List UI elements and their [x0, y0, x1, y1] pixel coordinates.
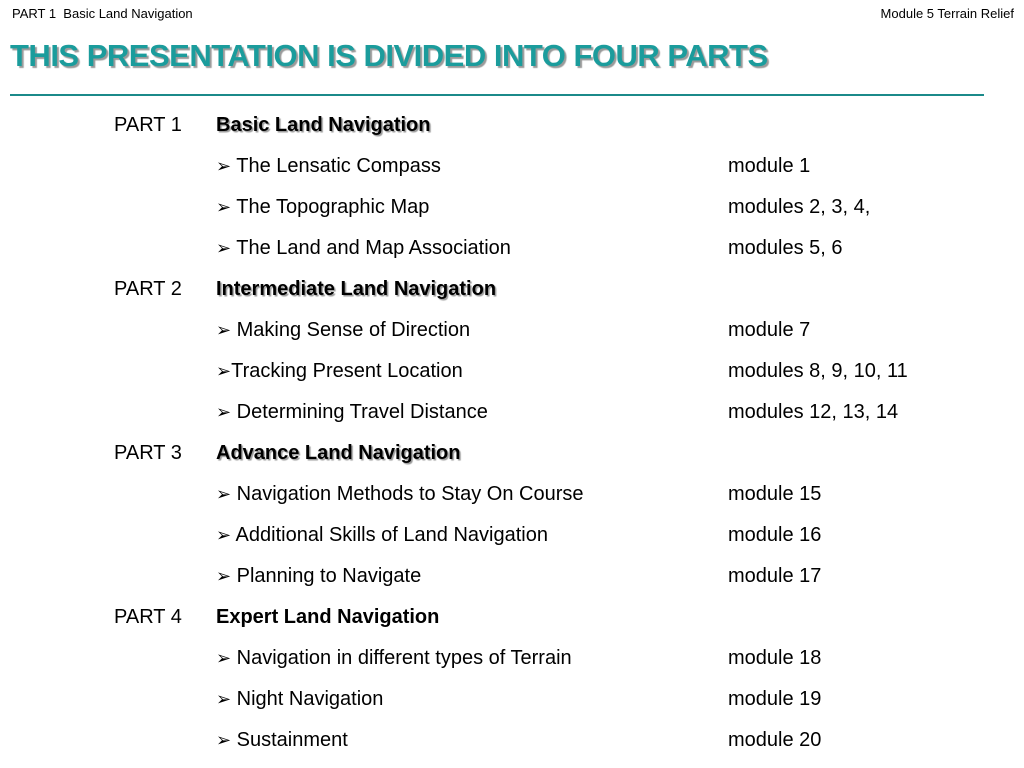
arrow-bullet-icon: ➢ — [216, 238, 232, 258]
arrow-bullet-icon: ➢ — [216, 156, 232, 176]
outline-item — [216, 647, 572, 670]
outline-item-module: module 1 — [728, 155, 811, 177]
outline-item — [216, 565, 421, 588]
outline-item-text: Determining Travel Distance — [231, 401, 488, 423]
arrow-bullet-icon: ➢ — [216, 689, 232, 709]
outline-item-text: The Topographic Map — [231, 196, 430, 218]
arrow-bullet-icon: ➢ — [216, 320, 232, 340]
part-label: PART 2 — [114, 278, 182, 300]
part-title: Advance Land Navigation — [216, 442, 461, 464]
outline-item — [216, 196, 429, 219]
outline-item-text: Tracking Present Location — [231, 360, 463, 382]
outline-item-text: Sustainment — [231, 729, 348, 751]
outline-item-module: module 18 — [728, 647, 822, 669]
outline-item-module: modules 5, 6 — [728, 237, 843, 259]
outline-item-module: modules 12, 13, 14 — [728, 401, 899, 423]
outline-item — [216, 729, 348, 752]
title-divider — [10, 94, 984, 96]
header-module-label: Module 5 Terrain Relief — [880, 6, 1014, 21]
outline-item-text: Planning to Navigate — [231, 565, 422, 587]
part-title: Intermediate Land Navigation — [216, 278, 497, 300]
outline-item-text: Additional Skills of Land Navigation — [231, 524, 548, 546]
outline-item — [216, 155, 441, 178]
outline-item — [216, 237, 511, 260]
outline-item — [216, 319, 470, 342]
outline-item-text: Navigation Methods to Stay On Course — [231, 483, 584, 505]
arrow-bullet-icon: ➢ — [216, 566, 232, 586]
outline-item-module: module 15 — [728, 483, 822, 505]
part-label: PART 4 — [114, 606, 182, 628]
arrow-bullet-icon: ➢ — [216, 484, 232, 504]
arrow-bullet-icon: ➢ — [216, 648, 232, 668]
arrow-bullet-icon: ➢ — [216, 197, 232, 217]
part-label: PART 3 — [114, 442, 182, 464]
outline-item-text: Night Navigation — [231, 688, 384, 710]
arrow-bullet-icon: ➢ — [216, 402, 232, 422]
outline-item — [216, 688, 383, 711]
part-title: Expert Land Navigation — [216, 606, 440, 628]
outline-item-text: Making Sense of Direction — [231, 319, 471, 341]
outline-item-text: The Land and Map Association — [231, 237, 511, 259]
outline-item-text: Navigation in different types of Terrain — [231, 647, 572, 669]
slide-title: THIS PRESENTATION IS DIVIDED INTO FOUR PARTS — [10, 38, 768, 73]
arrow-bullet-icon: ➢ — [216, 361, 232, 381]
outline-item — [216, 401, 488, 424]
outline-item-module: module 16 — [728, 524, 822, 546]
part-label: PART 1 — [114, 114, 182, 136]
outline-item-module: module 20 — [728, 729, 822, 751]
outline-item-text: The Lensatic Compass — [231, 155, 441, 177]
outline-item-module: module 19 — [728, 688, 822, 710]
outline-item — [216, 360, 463, 383]
arrow-bullet-icon: ➢ — [216, 525, 232, 545]
outline-item-module: module 7 — [728, 319, 811, 341]
outline-item — [216, 524, 548, 547]
outline-item — [216, 483, 584, 506]
part-title: Basic Land Navigation — [216, 114, 431, 136]
outline-item-module: module 17 — [728, 565, 822, 587]
outline-item-module: modules 2, 3, 4, — [728, 196, 871, 218]
outline-item-module: modules 8, 9, 10, 11 — [728, 360, 908, 382]
arrow-bullet-icon: ➢ — [216, 730, 232, 750]
header-part-label: PART 1 Basic Land Navigation — [12, 6, 193, 21]
